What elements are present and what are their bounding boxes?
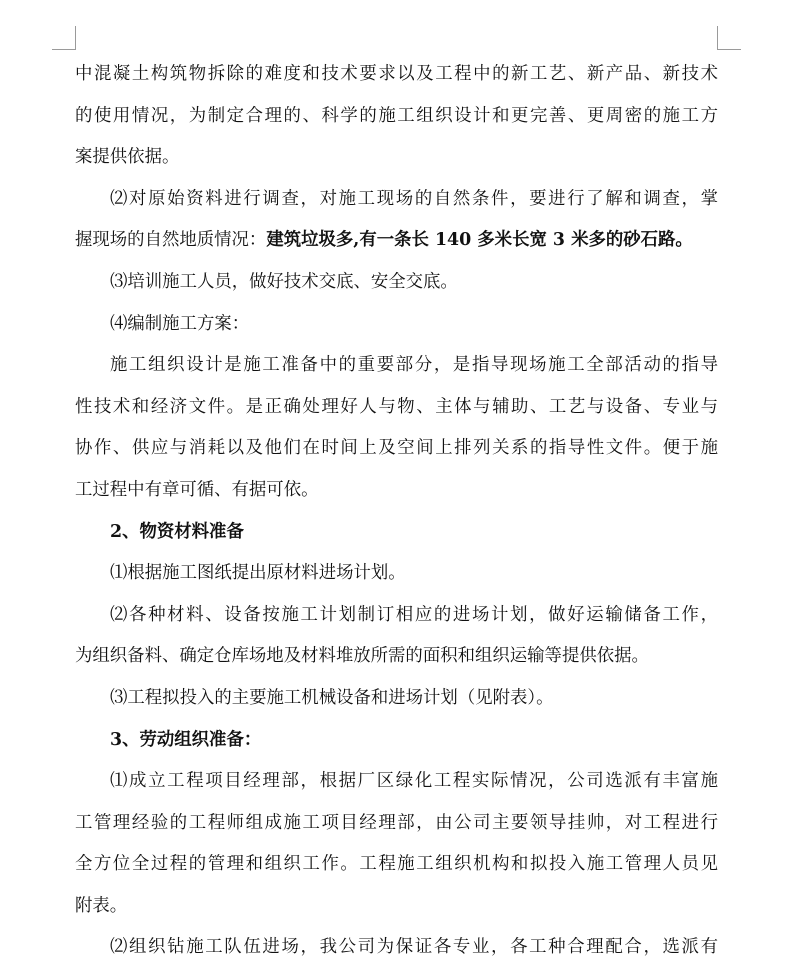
paragraph-line: ⑴根据施工图纸提出原材料进场计划。	[110, 563, 406, 584]
paragraph-line: 性技术和经济文件。是正确处理好人与物、主体与辅助、工艺与设备、专业与	[75, 396, 718, 417]
section-heading: 3、劳动组织准备：	[110, 729, 262, 750]
paragraph-line-cut-off: ⑵组织钻施工队伍进场，我公司为保证各专业，各工种合理配合，选派有	[110, 937, 718, 958]
paragraph-line: 协作、供应与消耗以及他们在时间上及空间上排列关系的指导性文件。便于施	[75, 438, 718, 459]
paragraph-line-mixed	[75, 220, 718, 262]
paragraph-line: 工过程中有章可循、有据可依。	[75, 479, 319, 500]
paragraph-line: ⑴成立工程项目经理部，根据厂区绿化工程实际情况，公司选派有丰富施	[110, 771, 718, 792]
paragraph-line: 的使用情况，为制定合理的、科学的施工组织设计和更完善、更周密的施工方	[75, 105, 718, 126]
paragraph-line: ⑵各种材料、设备按施工计划制订相应的进场计划，做好运输储备工作，	[110, 604, 718, 625]
paragraph-line: 全方位全过程的管理和组织工作。工程施工组织机构和拟投入施工管理人员见	[75, 854, 718, 875]
paragraph-line: ⑶工程拟投入的主要施工机械设备和进场计划（见附表）。	[110, 687, 554, 708]
paragraph-line: ⑵对原始资料进行调查，对施工现场的自然条件，要进行了解和调查，掌	[110, 188, 718, 209]
paragraph-line: 附表。	[75, 895, 128, 916]
crop-mark-top-right	[717, 26, 741, 50]
document-body	[75, 54, 718, 958]
paragraph-text: 握现场的自然地质情况：	[75, 230, 267, 251]
paragraph-line: 工管理经验的工程师组成施工项目经理部，由公司主要领导挂帅，对工程进行	[75, 812, 718, 833]
emphasized-text: 建筑垃圾多,有一条长 140 多米长宽 3 米多的砂石路。	[266, 230, 693, 251]
paragraph-line: ⑷编制施工方案：	[110, 313, 250, 334]
paragraph-line: ⑶培训施工人员，做好技术交底、安全交底。	[110, 271, 458, 292]
paragraph-line: 为组织备料、确定仓库场地及材料堆放所需的面积和组织运输等提供依据。	[75, 646, 649, 667]
crop-mark-top-left	[52, 26, 76, 50]
paragraph-line: 中混凝土构筑物拆除的难度和技术要求以及工程中的新工艺、新产品、新技术	[75, 64, 718, 84]
paragraph-line: 案提供依据。	[75, 147, 180, 168]
section-heading: 2、物资材料准备	[110, 521, 244, 542]
paragraph-line: 施工组织设计是施工准备中的重要部分，是指导现场施工全部活动的指导	[110, 355, 718, 376]
